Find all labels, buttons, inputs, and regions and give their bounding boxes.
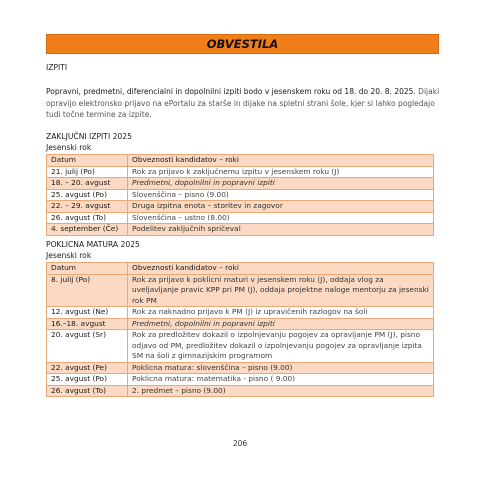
table-header-row [47,155,434,167]
row-text: Podelitev zaključnih spričeval [128,224,434,236]
table-row [47,307,434,319]
zakljucni-heading: ZAKLJUČNI IZPITI 2025 [46,132,132,141]
row-date: 21. julij (Po) [47,166,128,178]
intro-rest: Dijaki opravijo elektronsko prijavo na ePortalu za starše in dijake na spletni strani šole, kjer si lahko pogledajo tudi točne termine za izpite. [46,87,440,119]
page-number: 206 [232,439,248,448]
row-text: Predmetni, dopolnilni in popravni izpiti [128,318,434,330]
table-row [47,212,434,224]
row-date: 25. avgust (Po) [47,374,128,386]
row-date: 4. september (Če) [47,224,128,236]
row-date: 26. avgust (To) [47,212,128,224]
row-date: 8. julij (Po) [47,274,128,307]
table-row [47,330,434,363]
table-row [47,274,434,307]
row-date: 20. avgust (Sr) [47,330,128,363]
row-text: Poklicna matura: matematika - pisno ( 9.00) [128,374,434,386]
row-text: Rok za naknadno prijavo k PM (J) iz upravičenih razlogov na šoli [128,307,434,319]
row-text: Predmetni, dopolnilni in popravni izpiti [128,178,434,190]
matura-subheading: Jesenski rok [46,251,92,260]
zakljucni-table [46,154,434,236]
table-header-row [47,263,434,275]
row-text: Slovenščina – pisno (9.00) [128,189,434,201]
header-obligations: Obveznosti kandidatov – roki [128,263,434,275]
row-date: 22. avgust (Pe) [47,362,128,374]
row-date: 25. avgust (Po) [47,189,128,201]
table-row [47,166,434,178]
table-row [47,362,434,374]
section-heading: IZPITI [46,63,68,72]
header-obligations: Obveznosti kandidatov – roki [128,155,434,167]
table-row [47,385,434,397]
row-date: 18. – 20. avgust [47,178,128,190]
table-row [47,189,434,201]
table-row [47,201,434,213]
row-text: Slovenščina – ustno (8.00) [128,212,434,224]
row-text: Poklicna matura: slovenščina – pisno (9.00) [128,362,434,374]
table-row [47,374,434,386]
row-text: Rok za prijavo k poklicni maturi v jesenskem roku (J), oddaja vlog za uveljavljanje pravic KPP pri PM (J), oddaja projektne naloge mentorju za jesenski rok PM [128,274,434,307]
table-row [47,178,434,190]
header-date: Datum [47,263,128,275]
row-text: Rok za prijavo k zaključnemu izpitu v jesenskem roku (J) [128,166,434,178]
row-text: Rok za predložitev dokazil o izpolnjevanju pogojev za opravljanje PM (J), pisno odjavo od PM, predložitev dokazil o izpolnjevanju pogojev za opravljanje izpita SM na šoli z gimnazijskim programom [128,330,434,363]
intro-paragraph [46,86,441,121]
zakljucni-subheading: Jesenski rok [46,143,92,152]
notices-banner [46,34,439,54]
table-row [47,318,434,330]
row-date: 12. avgust (Ne) [47,307,128,319]
row-date: 26. avgust (To) [47,385,128,397]
row-text: 2. predmet – pisno (9.00) [128,385,434,397]
matura-heading: POKLICNA MATURA 2025 [46,240,140,249]
table-row [47,224,434,236]
row-date: 22. – 29. avgust [47,201,128,213]
matura-table [46,262,434,397]
row-date: 16.–18. avgust [47,318,128,330]
banner-title: OBVESTILA [206,37,279,51]
intro-lead: Popravni, predmetni, diferencialni in dopolnilni izpiti bodo v jesenskem roku od 18. do 20. 8. 2025. [46,87,416,96]
row-text: Druga izpitna enota – storitev in zagovor [128,201,434,213]
header-date: Datum [47,155,128,167]
